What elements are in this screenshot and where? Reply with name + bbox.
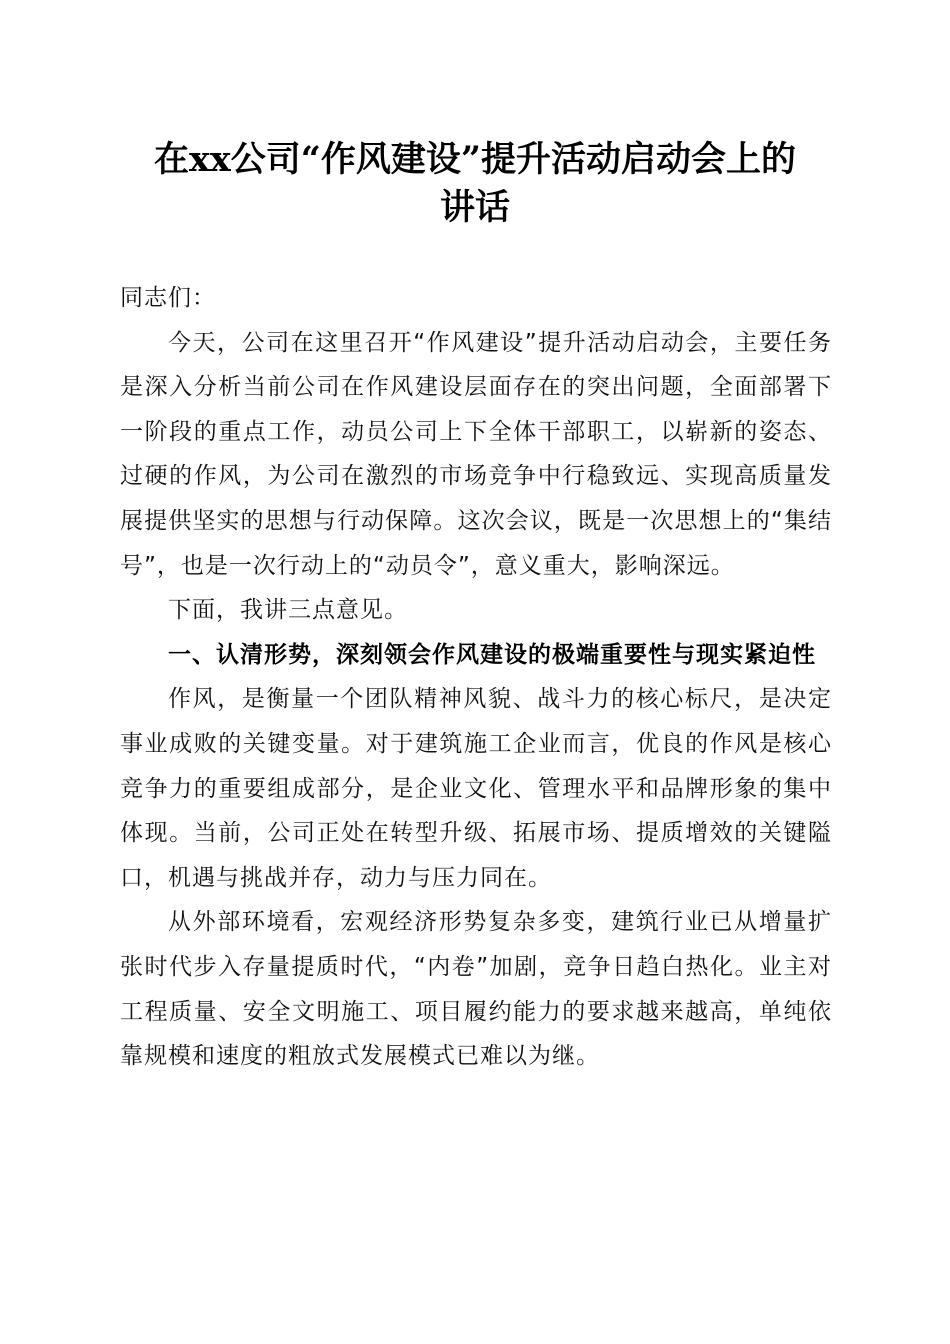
document-body xyxy=(120,276,832,1079)
paragraph-section-2: 从外部环境看，宏观经济形势复杂多变，建筑行业已从增量扩张时代步入存量提质时代，“内卷”加剧，竞争日趋白热化。业主对工程质量、安全文明施工、项目履约能力的要求越来越高，单纯依靠规模和速度的粗放式发展模式已难以为继。 xyxy=(120,909,832,1070)
section-heading-1: 一、认清形势，深刻领会作风建设的极端重要性与现实紧迫性 xyxy=(168,641,816,668)
paragraph-section-1: 作风，是衡量一个团队精神风貌、战斗力的核心标尺，是决定事业成败的关键变量。对于建筑施工企业而言，优良的作风是核心竞争力的重要组成部分，是企业文化、管理水平和品牌形象的集中体现。当前，公司正处在转型升级、拓展市场、提质增效的关键隘口，机遇与挑战并存，动力与压力同在。 xyxy=(120,686,832,891)
salutation: 同志们： xyxy=(120,285,216,311)
title-line-2: 讲话 xyxy=(439,187,510,228)
title-line-1: 在xx公司“作风建设”提升活动启动会上的 xyxy=(154,139,796,180)
paragraph-outline: 下面，我讲三点意见。 xyxy=(168,597,408,624)
document-title xyxy=(110,136,840,232)
paragraph-opening: 今天，公司在这里召开“作风建设”提升活动启动会，主要任务是深入分析当前公司在作风建设层面存在的突出问题，全面部署下一阶段的重点工作，动员公司上下全体干部职工，以崭新的姿态、过硬的作风，为公司在激烈的市场竞争中行稳致远、实现高质量发展提供坚实的思想与行动保障。这次会议，既是一次思想上的“集结号”，也是一次行动上的“动员令”，意义重大，影响深远。 xyxy=(120,329,832,579)
